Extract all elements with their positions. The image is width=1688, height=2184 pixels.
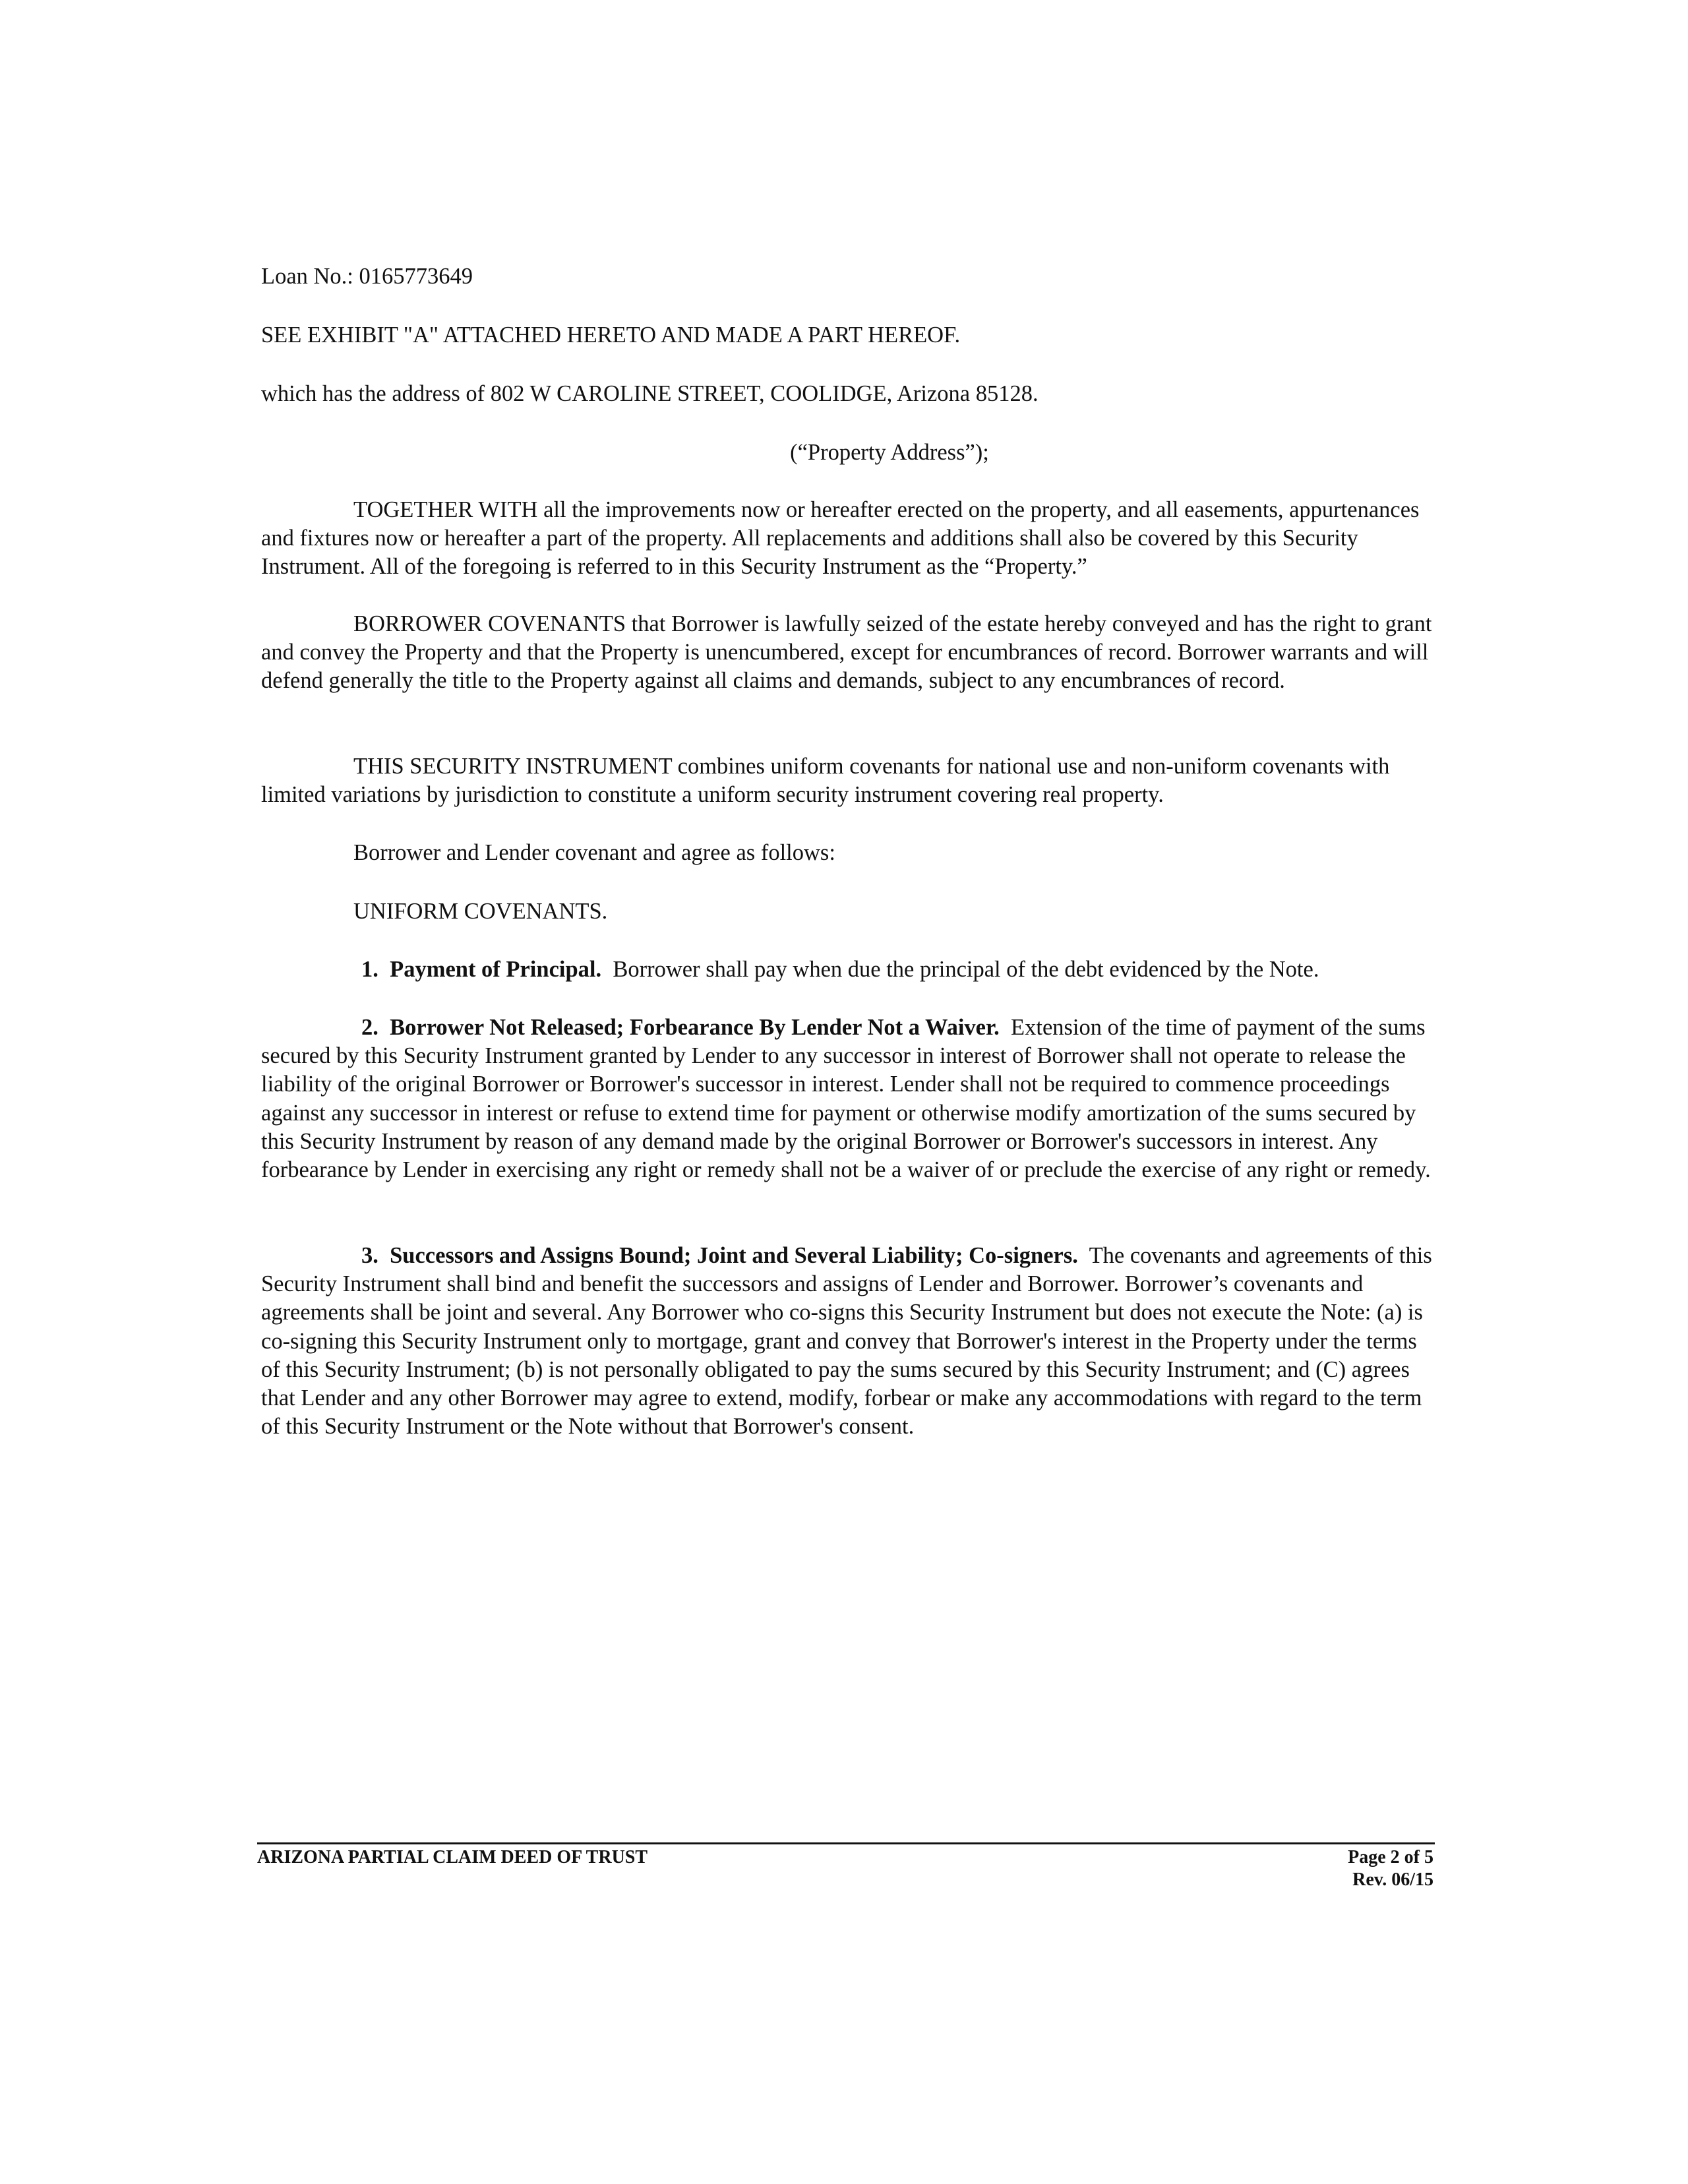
- security-instrument-paragraph: THIS SECURITY INSTRUMENT combines uniform covenants for national use and non-uniform covenants with limited variations by jurisdiction to constitute a uniform security instrument covering real property.: [261, 754, 1390, 808]
- agree-line: Borrower and Lender covenant and agree as follows:: [353, 840, 835, 865]
- borrower-covenants-paragraph: BORROWER COVENANTS that Borrower is lawfully seized of the estate hereby conveyed and has the right to grant and convey the Property and that the Property is unencumbered, except for encumbrances of record. Borrower warrants and will defend generally the title to the Property against all claims and demands, subject to any encumbrances of record.: [261, 611, 1432, 694]
- section-1-heading: Payment of Principal.: [390, 957, 602, 982]
- loan-number: Loan No.: 0165773649: [261, 264, 473, 289]
- section-1-number: 1.: [361, 957, 378, 982]
- property-address-line: which has the address of 802 W CAROLINE STREET, COOLIDGE, Arizona 85128.: [261, 381, 1039, 406]
- footer-revision: Rev. 06/15: [1352, 1869, 1433, 1890]
- section-3: [261, 1242, 1435, 1441]
- section-2: [261, 1014, 1435, 1184]
- footer-divider: [257, 1842, 1435, 1844]
- section-1-body: Borrower shall pay when due the principal of the debt evidenced by the Note.: [613, 957, 1319, 982]
- section-3-number: 3.: [361, 1243, 378, 1268]
- section-2-body: Extension of the time of payment of the sums secured by this Security Instrument granted by Lender to any successor in interest of Borrower shall not operate to release the liability of the original Borrower or Borrower's successor in interest. Lender shall not be required to commence proceedings against any successor in interest or refuse to extend time for payment or otherwise modify amortization of the sums secured by this Security Instrument by reason of any demand made by the original Borrower or Borrower's successors in interest. Any forbearance by Lender in exercising any right or remedy shall not be a waiver of or preclude the exercise of any right or remedy.: [261, 1015, 1431, 1183]
- footer-page-number: Page 2 of 5: [1348, 1847, 1433, 1867]
- section-1: [261, 956, 1435, 984]
- section-3-heading: Successors and Assigns Bound; Joint and Several Liability; Co-signers.: [390, 1243, 1078, 1268]
- section-2-number: 2.: [361, 1015, 378, 1040]
- exhibit-reference: SEE EXHIBIT "A" ATTACHED HERETO AND MADE A PART HEREOF.: [261, 322, 961, 348]
- uniform-covenants-heading: UNIFORM COVENANTS.: [353, 899, 608, 924]
- property-address-label: (“Property Address”);: [790, 440, 989, 465]
- footer-title: ARIZONA PARTIAL CLAIM DEED OF TRUST: [257, 1847, 648, 1867]
- footer-page-info: [1253, 1846, 1433, 1891]
- section-3-body: The covenants and agreements of this Security Instrument shall bind and benefit the successors and assigns of Lender and Borrower. Borrower’s covenants and agreements shall be joint and several. Any Borrower who co-signs this Security Instrument but does not execute the Note: (a) is co-signing this Security Instrument only to mortgage, grant and convey that Borrower's interest in the Property under the terms of this Security Instrument; (b) is not personally obligated to pay the sums secured by this Security Instrument; and (C) agrees that Lender and any other Borrower may agree to extend, modify, forbear or make any accommodations with regard to the term of this Security Instrument or the Note without that Borrower's consent.: [261, 1243, 1432, 1440]
- together-with-paragraph: TOGETHER WITH all the improvements now or hereafter erected on the property, and all easements, appurtenances and fixtures now or hereafter a part of the property. All replacements and additions shall also be covered by this Security Instrument. All of the foregoing is referred to in this Security Instrument as the “Property.”: [261, 497, 1420, 580]
- section-2-heading: Borrower Not Released; Forbearance By Lender Not a Waiver.: [390, 1015, 1000, 1040]
